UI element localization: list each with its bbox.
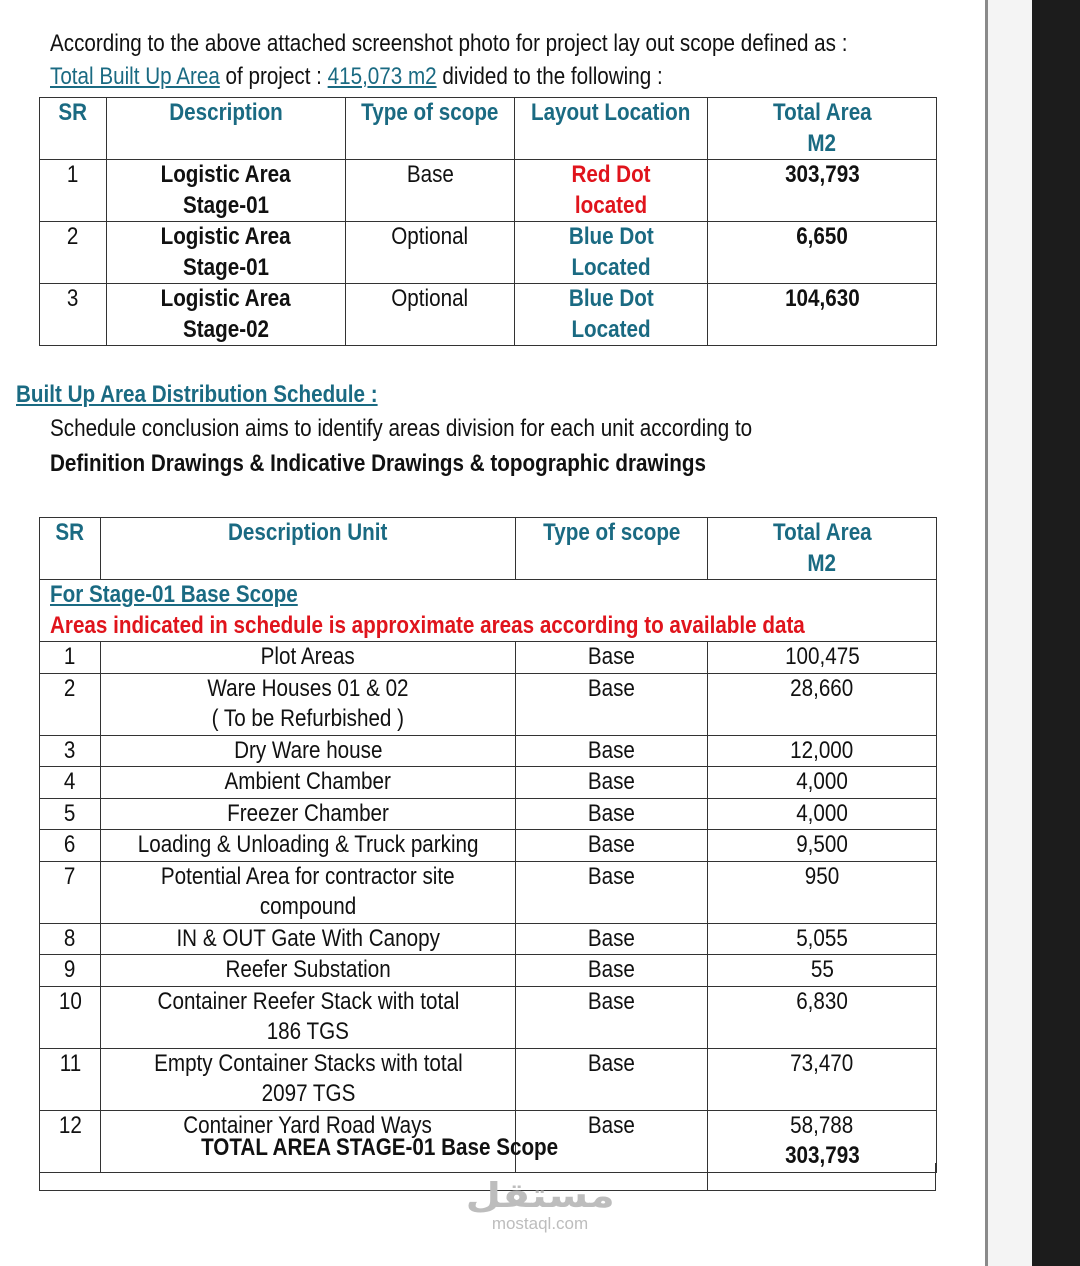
- total-built-up-area-value: 415,073 m2: [327, 63, 437, 90]
- section-title: For Stage-01 Base Scope: [50, 581, 298, 608]
- table-row: 9 Reefer Substation Base 55: [40, 955, 937, 987]
- table-row: 2 Ware Houses 01 & 02 ( To be Refurbished ) Base 28,660: [40, 673, 937, 735]
- distribution-table: [39, 517, 937, 1173]
- watermark-arabic: مستقل: [465, 1177, 615, 1215]
- table-row: 4 Ambient Chamber Base 4,000: [40, 767, 937, 799]
- table-row: 6 Loading & Unloading & Truck parking Base 9,500: [40, 830, 937, 862]
- watermark-latin: mostaql.com: [491, 1214, 589, 1233]
- section-header-row: [40, 580, 937, 642]
- table-row: 11 Empty Container Stacks with total 2097 TGS Base 73,470: [40, 1048, 937, 1110]
- section-note: Areas indicated in schedule is approximate areas according to available data: [50, 611, 805, 639]
- total-built-up-area-label: Total Built Up Area: [50, 63, 220, 90]
- dark-side-panel: [1032, 0, 1080, 1266]
- total-area-value: 303,793: [784, 1142, 860, 1169]
- scope-table-header: SR Description Type of scope Layout Location Total Area M2: [40, 98, 937, 160]
- schedule-text-1: Schedule conclusion aims to identify areas division for each unit according to: [50, 415, 753, 442]
- mostaql-watermark-logo: [0, 1178, 1080, 1234]
- intro-line-2: Total Built Up Area of project : 415,073 m2 divided to the following :: [50, 63, 663, 90]
- scope-table: [39, 97, 937, 346]
- table-row: 1 Plot Areas Base 100,475: [40, 642, 937, 674]
- table-row: 2 Logistic Area Stage-01 Optional Blue Dot Located 6,650: [40, 222, 937, 284]
- table-row: 3 Logistic Area Stage-02 Optional Blue Dot Located 104,630: [40, 284, 937, 346]
- schedule-text-2: Definition Drawings & Indicative Drawings & topographic drawings: [50, 450, 706, 477]
- table-row: 7 Potential Area for contractor site compound Base 950: [40, 861, 937, 923]
- intro-line-1: According to the above attached screenshot photo for project lay out scope defined as :: [50, 30, 848, 57]
- schedule-title: Built Up Area Distribution Schedule :: [16, 381, 378, 408]
- distribution-table-header: SR Description Unit Type of scope Total Area M2: [40, 518, 937, 580]
- table-row: 1 Logistic Area Stage-01 Base Red Dot located 303,793: [40, 160, 937, 222]
- table-row: 12 Container Yard Road Ways Base 58,788 303,793: [40, 1110, 937, 1172]
- table-row: 3 Dry Ware house Base 12,000: [40, 735, 937, 767]
- total-area-label: TOTAL AREA STAGE-01 Base Scope: [201, 1134, 559, 1161]
- table-row: 8 IN & OUT Gate With Canopy Base 5,055: [40, 923, 937, 955]
- table-row: 5 Freezer Chamber Base 4,000: [40, 798, 937, 830]
- page-margin: [988, 0, 1032, 1266]
- table-row: 10 Container Reefer Stack with total 186 TGS Base 6,830: [40, 986, 937, 1048]
